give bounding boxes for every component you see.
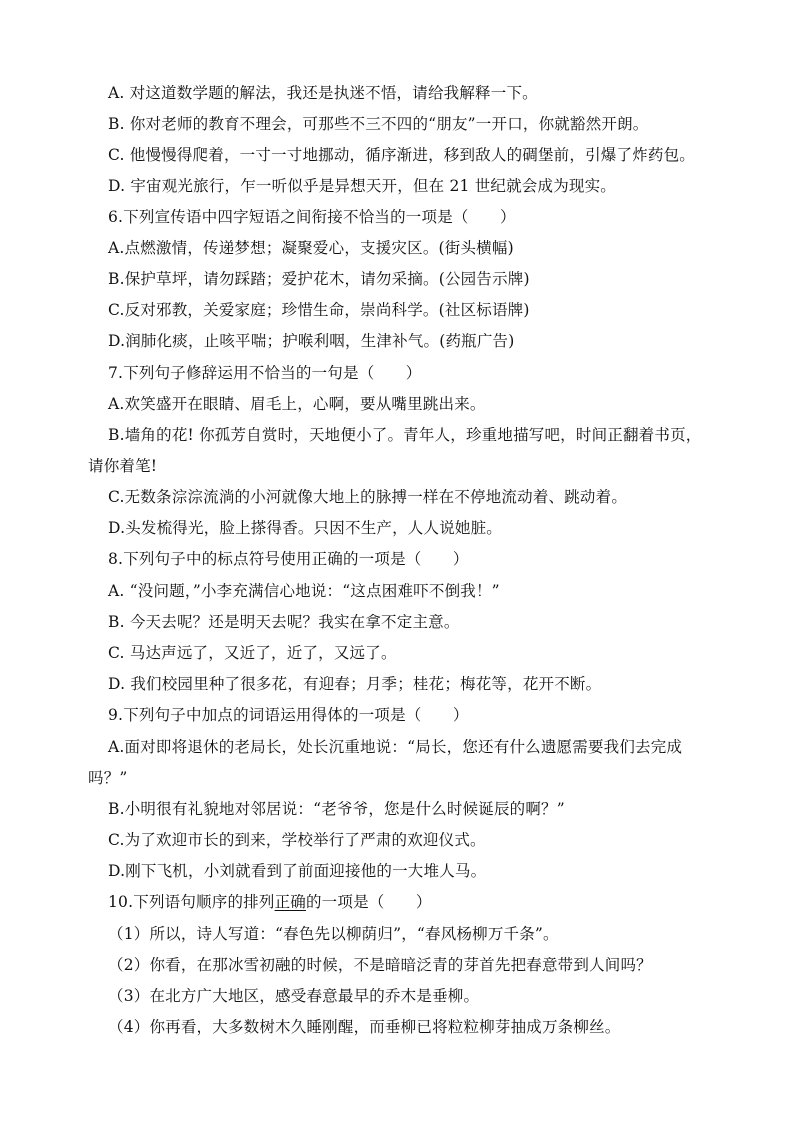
q8-option-c: C. 马达声远了，又近了，近了，又远了。: [108, 644, 397, 662]
q8-option-d: D. 我们校园里种了很多花，有迎春；月季；桂花；梅花等，花开不断。: [108, 675, 602, 693]
q5-option-d: D. 宇宙观光旅行，乍一听似乎是异想天开，但在 21 世纪就会成为现实。: [108, 177, 617, 195]
q10-sentence-3: （3）在北方广大地区，感受春意最早的乔木是垂柳。: [108, 987, 480, 1005]
q8-option-a: A. “没问题，”小李充满信心地说：“这点困难吓不倒我！”: [108, 582, 500, 600]
q5-option-b: B. 你对老师的教育不理会，可那些不三不四的“朋友”一开口，你就豁然开朗。: [108, 115, 649, 133]
q10-sentence-2: （2）你看，在那冰雪初融的时候，不是暗暗泛青的芽首先把春意带到人间吗？: [108, 956, 652, 974]
q7-option-d: D.头发梳得光，脸上搽得香。只因不生产，人人说她脏。: [108, 519, 503, 537]
q9-option-a-line1: A.面对即将退休的老局长，处长沉重地说：“局长，您还有什么遗愿需要我们去完成: [108, 738, 683, 756]
q9-option-c: C.为了欢迎市长的到来，学校举行了严肃的欢迎仪式。: [108, 831, 486, 849]
q8-stem: 8.下列句子中的标点符号使用正确的一项是（ ）: [108, 550, 469, 568]
q6-stem: 6.下列宣传语中四字短语之间衔接不恰当的一项是（ ）: [108, 208, 516, 226]
q7-option-c: C.无数条淙淙流淌的小河就像大地上的脉搏一样在不停地流动着、跳动着。: [108, 488, 628, 506]
q6-option-b: B.保护草坪，请勿踩踏；爱护花木，请勿采摘。(公园告示牌): [108, 270, 530, 288]
q10-stem-after: 的一项是（ ）: [305, 893, 432, 911]
q7-option-a: A.欢笑盛开在眼睛、眉毛上，心啊，要从嘴里跳出来。: [108, 395, 486, 413]
q10-sentence-1: （1）所以，诗人写道：“春色先以柳荫归”，“春风杨柳万千条”。: [108, 925, 559, 943]
q7-option-b-line1: B.墙角的花! 你孤芳自赏时，天地便小了。青年人，珍重地描写吧，时间正翻着书页，: [108, 426, 702, 444]
q6-option-d: D.润肺化痰，止咳平喘；护喉利咽，生津补气。(药瓶广告): [108, 332, 515, 350]
q9-option-d: D.刚下飞机，小刘就看到了前面迎接他的一大堆人马。: [108, 862, 487, 880]
q10-sentence-4: （4）你再看，大多数树木久睡刚醒，而垂柳已将粒粒柳芽抽成万条柳丝。: [108, 1018, 621, 1036]
q9-option-a-line2: 吗？”: [88, 769, 128, 787]
q8-option-b: B. 今天去呢？还是明天去呢？我实在拿不定主意。: [108, 613, 460, 631]
q7-stem: 7.下列句子修辞运用不恰当的一句是（ ）: [108, 364, 422, 382]
q10-stem: [108, 892, 748, 912]
q6-option-a: A.点燃激情，传递梦想；凝聚爱心，支援灾区。(街头横幅): [108, 239, 514, 257]
q6-option-c: C.反对邪教，关爱家庭；珍惜生命，崇尚科学。(社区标语牌): [108, 301, 530, 319]
q9-stem: 9.下列句子中加点的词语运用得体的一项是（ ）: [108, 706, 469, 724]
q5-option-a: A. 对这道数学题的解法，我还是执迷不悟，请给我解释一下。: [108, 84, 538, 102]
q9-option-b: B.小明很有礼貌地对邻居说：“老爷爷，您是什么时候诞辰的啊？”: [108, 800, 565, 818]
q5-option-c: C. 他慢慢得爬着，一寸一寸地挪动，循序渐进，移到敌人的碉堡前，引爆了炸药包。: [108, 146, 695, 164]
q10-stem-before: 10.下列语句顺序的排列: [108, 893, 275, 911]
q10-stem-underlined: 正确: [274, 893, 306, 911]
q7-option-b-line2: 请你着笔!: [88, 457, 158, 475]
